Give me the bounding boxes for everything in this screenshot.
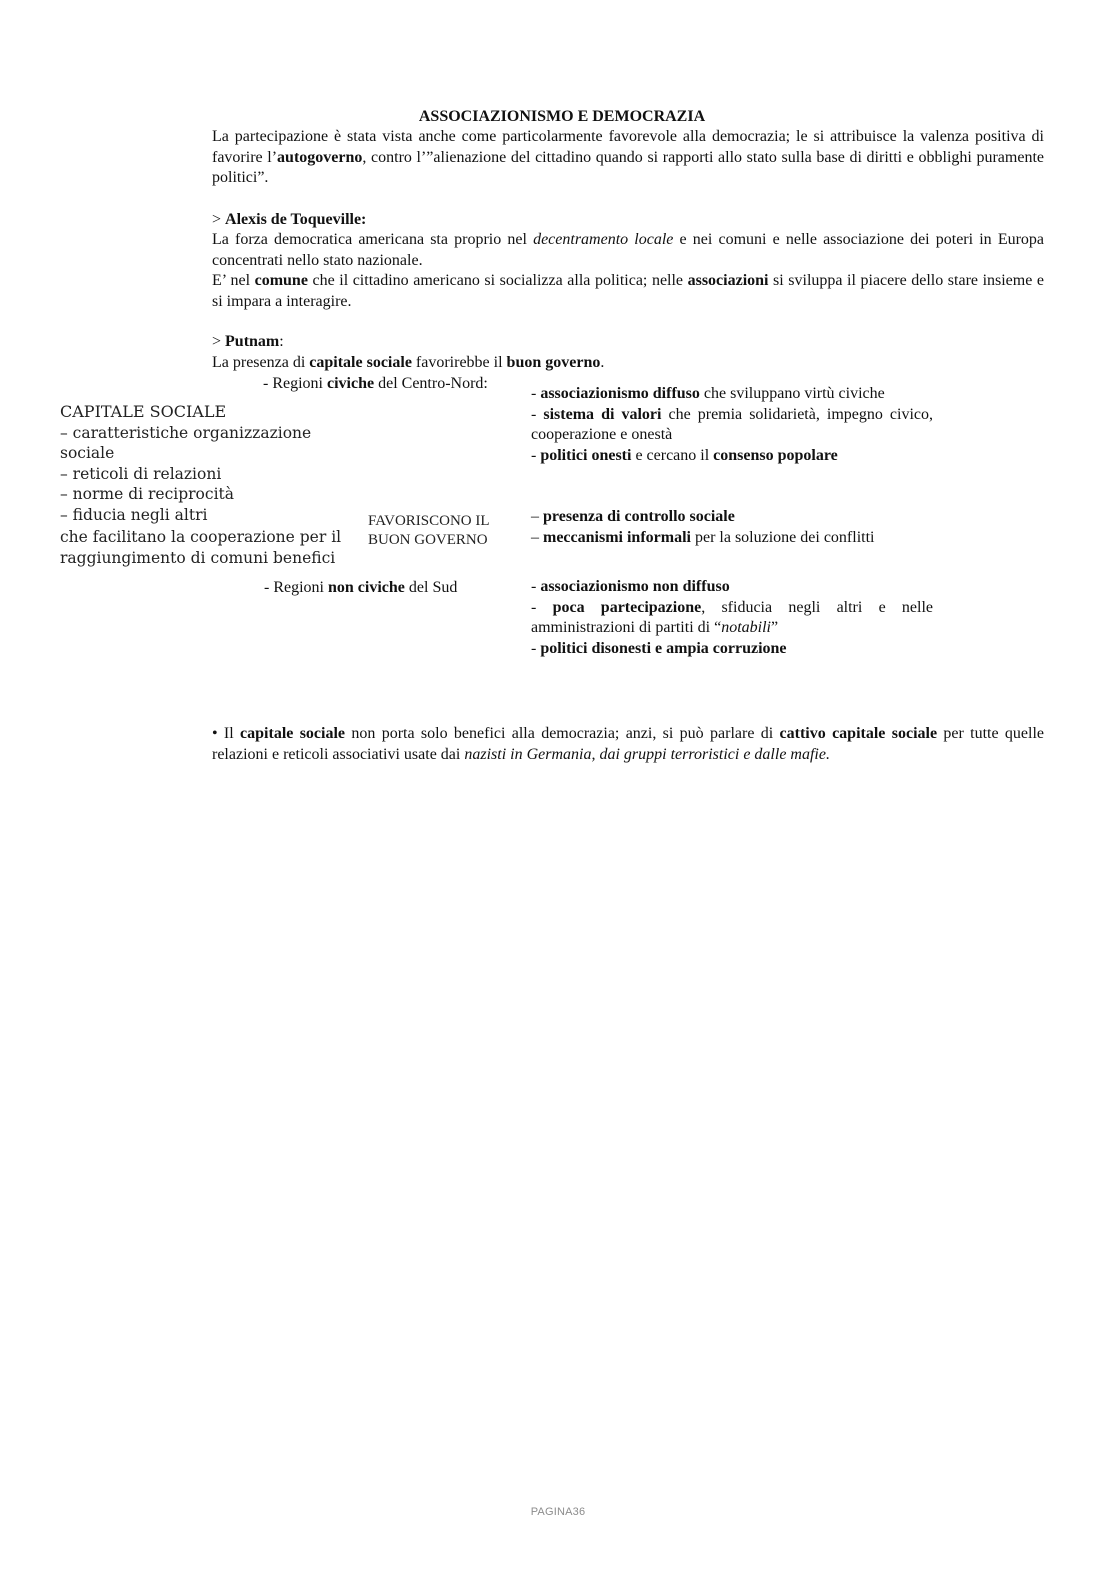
bullet-dash: - [531,405,544,423]
putnam-paragraph [212,353,1044,374]
civic-item-valori [531,405,933,446]
capitale-sociale-item: – reticoli di relazioni [60,464,222,483]
tocqueville-p1-text-2: e nei comuni e nelle associazione dei poteri in Europa concentrati nello stato nazionale. [212,231,1045,269]
non-civic-item-text: , sfiducia negli altri e nelle amministrazioni di partiti di “ [531,598,933,636]
civic-item-bold: consenso popolare [713,446,838,464]
tocqueville-p2-bold-associazioni: associazioni [687,272,769,289]
tocqueville-p2-text-3: si sviluppa il piacere dello stare insieme e si impara a interagire. [212,272,1044,310]
civic-item-bold: presenza di controllo sociale [543,508,735,525]
civic-item-controllo [531,507,933,528]
non-civic-regions-text-2: del Sud [404,579,458,596]
tocqueville-marker: > [212,211,226,228]
bullet-dash: - [531,639,541,657]
civic-regions-label [263,374,488,395]
capitale-sociale-conclusion: che facilitano la cooperazione per il raggiungimento di comuni benefici [60,528,342,567]
tocqueville-p2-text-1: E’ nel [212,272,255,289]
tocqueville-p2-bold-comune: comune [254,272,308,289]
civic-regions-text-1: - Regioni [263,375,327,392]
page-number-footer: PAGINA36 [530,1506,586,1518]
closing-paragraph [212,724,1044,765]
intro-text-1: La partecipazione è stata vista anche come particolarmente favorevole alla democrazia; le si attribuisce la valenza positiva di favorire l’ [212,128,1044,166]
closing-bold-cattivo: cattivo capitale sociale [779,725,938,742]
non-civic-item-politici [531,639,933,660]
putnam-heading-text: Putnam [225,333,280,350]
non-civic-item-partecipazione [531,598,933,639]
non-civic-regions-label [264,578,457,599]
closing-italic: nazisti in Germania, dai gruppi terroristici e dalle mafie. [464,745,830,763]
putnam-heading [212,332,1044,353]
page-title: ASSOCIAZIONISMO E DEMOCRAZIA [418,108,706,125]
capitale-sociale-box [60,402,360,525]
non-civic-regions-bold: non civiche [328,579,405,596]
civic-item-bold: associazionismo diffuso [540,385,700,402]
capitale-sociale-item: – fiducia negli altri [60,505,208,524]
putnam-p1-text-3: . [600,354,605,371]
civic-regions-bold: civiche [327,375,375,392]
tocqueville-p1-italic: decentramento locale [533,231,674,248]
capitale-sociale-item: – caratteristiche organizzazione sociale [60,423,312,462]
non-civic-list [531,577,933,659]
civic-item-politici [531,446,933,467]
putnam-p1-text-2: favorirebbe il [411,354,507,371]
putnam-p1-text-1: La presenza di [212,354,310,371]
intro-paragraph [212,127,1044,189]
non-civic-item-text: ” [770,619,779,636]
civic-item-text: che sviluppano virtù civiche [699,385,885,402]
tocqueville-p2-text-2: che il cittadino americano si socializza alla politica; nelle [307,272,688,289]
civic-list-2 [531,507,933,548]
tocqueville-paragraph-2 [212,271,1044,312]
tocqueville-heading [212,210,1044,231]
non-civic-item-bold: associazionismo non diffuso [540,578,730,595]
tocqueville-heading-text: Alexis de Toqueville: [225,211,367,228]
bullet-dash: - [531,385,541,402]
civic-item-meccanismi [531,528,933,549]
putnam-p1-bold-capitale: capitale sociale [309,354,412,371]
bullet-dash: - [531,446,541,464]
tocqueville-paragraph-1 [212,230,1044,271]
civic-item-text: per la soluzione dei conflitti [690,528,875,546]
tocqueville-p1-text-1: La forza democratica americana sta proprio nel [212,231,534,248]
bullet-dash: – [531,508,543,525]
putnam-p1-bold-buon-governo: buon governo [506,354,601,371]
civic-item-bold: politici onesti [540,446,632,464]
non-civic-item-bold: poca partecipazione [552,598,702,616]
civic-item-text: che premia solidarietà, impegno civico, cooperazione e onestà [531,405,933,443]
non-civic-item-bold: politici disonesti e ampia corruzione [540,639,787,657]
civic-item-bold: sistema di valori [543,405,662,423]
putnam-marker: > [212,333,226,350]
intro-text-2: , contro l’”alienazione del cittadino quando si rapporti allo stato sulla base di diritti e obblighi puramente politici”. [212,148,1044,186]
civic-list [531,384,933,466]
putnam-colon: : [279,333,284,350]
civic-regions-text-2: del Centro-Nord: [374,375,488,392]
civic-item-text: e cercano il [631,446,714,464]
capitale-sociale-heading: CAPITALE SOCIALE [60,402,227,421]
non-civic-regions-text-1: - Regioni [264,579,328,596]
civic-item-associazionismo [531,384,933,405]
capitale-sociale-item: – norme di reciprocità [60,485,234,503]
closing-text-2: non porta solo benefici alla democrazia; anzi, si può parlare di [345,725,780,742]
bullet-dash: - [531,598,553,616]
closing-bold-capitale: capitale sociale [240,725,346,742]
closing-text-1: • Il [212,725,241,742]
bullet-dash: - [531,578,541,595]
non-civic-item-associazionismo [531,577,933,598]
non-civic-item-italic: notabili [721,619,771,636]
intro-bold-autogoverno: autogoverno [277,148,363,166]
bullet-dash: – [531,528,543,546]
civic-item-bold: meccanismi informali [543,528,691,546]
closing-text-3: per tutte quelle relazioni e reticoli associativi usate dai [212,725,1045,763]
favoriscono-label: FAVORISCONO IL BUON GOVERNO [368,513,489,548]
